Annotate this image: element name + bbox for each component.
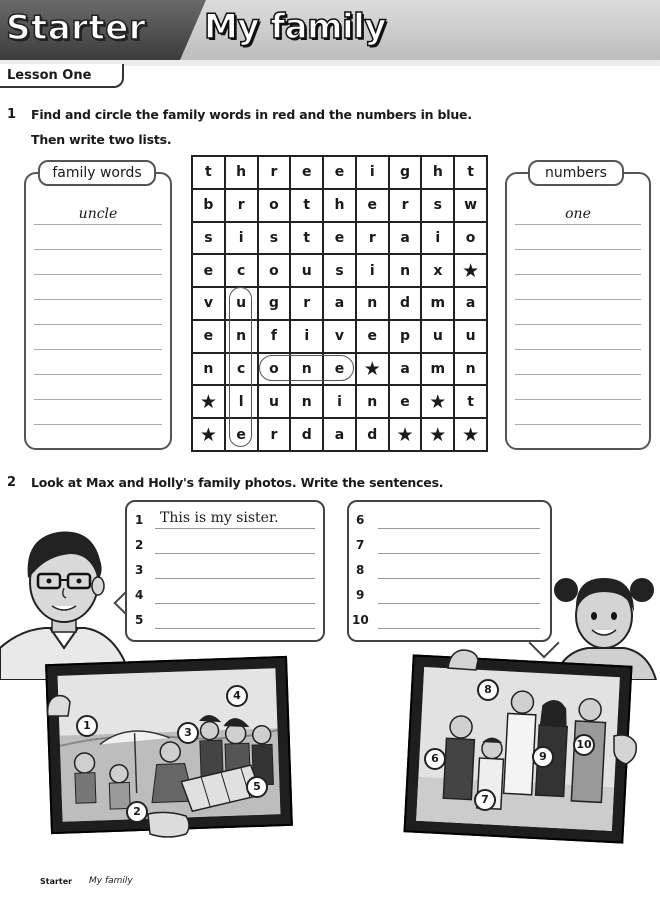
family-words-example: uncle <box>78 206 118 222</box>
grid-letter-cell[interactable]: a <box>454 287 487 320</box>
grid-letter-cell[interactable]: p <box>389 320 422 353</box>
grid-letter-cell[interactable]: n <box>225 320 258 353</box>
grid-letter-cell[interactable]: m <box>421 287 454 320</box>
numbers-example: one <box>565 206 591 222</box>
grid-letter-cell[interactable]: e <box>356 189 389 222</box>
sentence-number: 7 <box>356 538 365 552</box>
sentence-number: 1 <box>135 513 144 527</box>
sentence-line[interactable] <box>155 578 315 579</box>
grid-letter-cell[interactable]: s <box>323 254 356 287</box>
grid-letter-cell[interactable]: i <box>290 320 323 353</box>
grid-star-cell[interactable]: ★ <box>421 418 454 451</box>
grid-star-cell[interactable]: ★ <box>421 385 454 418</box>
grid-letter-cell[interactable]: n <box>454 353 487 386</box>
grid-letter-cell[interactable]: o <box>258 189 291 222</box>
grid-letter-cell[interactable]: e <box>323 156 356 189</box>
grid-letter-cell[interactable]: u <box>225 287 258 320</box>
sentence-number: 3 <box>135 563 144 577</box>
max-right-hand <box>146 810 192 840</box>
sentence-line[interactable] <box>378 628 540 629</box>
exercise-1-number: 1 <box>7 107 17 122</box>
grid-letter-cell[interactable]: i <box>225 222 258 255</box>
grid-letter-cell[interactable]: e <box>192 254 225 287</box>
grid-letter-cell[interactable]: t <box>454 156 487 189</box>
family-words-line[interactable] <box>34 249 162 250</box>
level-title: Starter <box>6 8 147 48</box>
grid-letter-cell[interactable]: g <box>258 287 291 320</box>
sentence-line[interactable] <box>378 528 540 529</box>
sentence-line[interactable] <box>155 553 315 554</box>
grid-star-cell[interactable]: ★ <box>389 418 422 451</box>
grid-letter-cell[interactable]: u <box>258 385 291 418</box>
grid-letter-cell[interactable]: s <box>421 189 454 222</box>
grid-letter-cell[interactable]: o <box>454 222 487 255</box>
grid-letter-cell[interactable]: u <box>290 254 323 287</box>
grid-letter-cell[interactable]: e <box>225 418 258 451</box>
sentence-number: 6 <box>356 513 365 527</box>
grid-letter-cell[interactable]: t <box>290 189 323 222</box>
exercise-2-number: 2 <box>7 475 17 490</box>
grid-letter-cell[interactable]: x <box>421 254 454 287</box>
exercise-1-instruction: Find and circle the family words in red and the numbers in blue. <box>31 107 472 122</box>
sentence-number: 4 <box>135 588 144 602</box>
grid-letter-cell[interactable]: n <box>356 287 389 320</box>
grid-letter-cell[interactable]: e <box>356 320 389 353</box>
photo-marker: 3 <box>177 722 199 744</box>
grid-letter-cell[interactable]: e <box>192 320 225 353</box>
grid-letter-cell[interactable]: u <box>421 320 454 353</box>
grid-star-cell[interactable]: ★ <box>192 418 225 451</box>
grid-letter-cell[interactable]: v <box>323 320 356 353</box>
grid-letter-cell[interactable]: l <box>225 385 258 418</box>
grid-letter-cell[interactable]: h <box>421 156 454 189</box>
photo-marker: 9 <box>532 746 554 768</box>
grid-letter-cell[interactable]: a <box>389 353 422 386</box>
grid-letter-cell[interactable]: n <box>192 353 225 386</box>
holly-right-hand <box>612 732 638 766</box>
photo-marker: 7 <box>474 789 496 811</box>
grid-letter-cell[interactable]: r <box>356 222 389 255</box>
family-words-label: family words <box>38 160 156 186</box>
grid-letter-cell[interactable]: m <box>421 353 454 386</box>
sentence-line[interactable] <box>155 528 315 529</box>
grid-letter-cell[interactable]: n <box>356 385 389 418</box>
grid-letter-cell[interactable]: s <box>192 222 225 255</box>
lesson-label: Lesson One <box>7 68 92 83</box>
grid-letter-cell[interactable]: w <box>454 189 487 222</box>
grid-letter-cell[interactable]: e <box>290 156 323 189</box>
photo-marker: 1 <box>76 715 98 737</box>
grid-letter-cell[interactable]: r <box>258 156 291 189</box>
photo-marker: 10 <box>573 734 595 756</box>
sentence-line[interactable] <box>378 578 540 579</box>
numbers-line[interactable] <box>515 299 641 300</box>
photo-marker: 8 <box>477 679 499 701</box>
max-family-photo <box>45 656 293 834</box>
sentence-line[interactable] <box>155 603 315 604</box>
grid-letter-cell[interactable]: a <box>389 222 422 255</box>
grid-letter-cell[interactable]: e <box>323 353 356 386</box>
photo-marker: 4 <box>226 685 248 707</box>
numbers-line[interactable] <box>515 274 641 275</box>
sentence-line[interactable] <box>155 628 315 629</box>
grid-letter-cell[interactable]: i <box>323 385 356 418</box>
numbers-line[interactable] <box>515 374 641 375</box>
grid-star-cell[interactable]: ★ <box>356 353 389 386</box>
numbers-line[interactable] <box>515 424 641 425</box>
grid-letter-cell[interactable]: e <box>323 222 356 255</box>
photo-marker: 6 <box>424 748 446 770</box>
family-words-line[interactable] <box>34 399 162 400</box>
family-words-line[interactable] <box>34 349 162 350</box>
grid-letter-cell[interactable]: n <box>290 353 323 386</box>
grid-letter-cell[interactable]: d <box>389 287 422 320</box>
grid-letter-cell[interactable]: r <box>258 418 291 451</box>
grid-letter-cell[interactable]: b <box>192 189 225 222</box>
grid-letter-cell[interactable]: t <box>192 156 225 189</box>
sentence-number: 2 <box>135 538 144 552</box>
unit-title: My family <box>204 7 386 47</box>
grid-letter-cell[interactable]: t <box>290 222 323 255</box>
grid-letter-cell[interactable]: a <box>323 287 356 320</box>
grid-letter-cell[interactable]: a <box>323 418 356 451</box>
family-words-line[interactable] <box>34 274 162 275</box>
circle-one-example <box>259 355 354 381</box>
grid-letter-cell[interactable]: h <box>323 189 356 222</box>
photo-marker: 5 <box>246 776 268 798</box>
numbers-line[interactable] <box>515 324 641 325</box>
numbers-label: numbers <box>528 160 624 186</box>
grid-letter-cell[interactable]: o <box>258 353 291 386</box>
grid-letter-cell[interactable]: t <box>454 385 487 418</box>
grid-letter-cell[interactable]: r <box>290 287 323 320</box>
numbers-line[interactable] <box>515 224 641 225</box>
footer-title: My family <box>89 876 133 886</box>
photo-marker: 2 <box>126 801 148 823</box>
grid-star-cell[interactable]: ★ <box>454 254 487 287</box>
sentence-number: 9 <box>356 588 365 602</box>
grid-letter-cell[interactable]: h <box>225 156 258 189</box>
grid-letter-cell[interactable]: v <box>192 287 225 320</box>
sentence-line[interactable] <box>378 553 540 554</box>
exercise-1-instruction-line2: Then write two lists. <box>31 132 172 147</box>
family-words-line[interactable] <box>34 224 162 225</box>
sentence-number: 10 <box>352 613 369 627</box>
sentence-example-answer: This is my sister. <box>160 510 279 526</box>
family-words-line[interactable] <box>34 299 162 300</box>
grid-letter-cell[interactable]: g <box>389 156 422 189</box>
grid-letter-cell[interactable]: n <box>290 385 323 418</box>
grid-letter-cell[interactable]: d <box>290 418 323 451</box>
grid-letter-cell[interactable]: c <box>225 254 258 287</box>
grid-letter-cell[interactable]: r <box>389 189 422 222</box>
numbers-line[interactable] <box>515 399 641 400</box>
max-character-illustration <box>0 520 130 680</box>
sentence-number: 5 <box>135 613 144 627</box>
right-speech-bubble <box>347 500 552 642</box>
grid-letter-cell[interactable]: o <box>258 254 291 287</box>
grid-letter-cell[interactable]: e <box>389 385 422 418</box>
grid-star-cell[interactable]: ★ <box>454 418 487 451</box>
footer-level: Starter <box>40 877 73 886</box>
sentence-line[interactable] <box>378 603 540 604</box>
sentence-number: 8 <box>356 563 365 577</box>
family-words-line[interactable] <box>34 324 162 325</box>
grid-letter-cell[interactable]: n <box>389 254 422 287</box>
grid-letter-cell[interactable]: c <box>225 353 258 386</box>
exercise-2-instruction: Look at Max and Holly's family photos. Write the sentences. <box>31 475 444 490</box>
grid-star-cell[interactable]: ★ <box>192 385 225 418</box>
grid-letter-cell[interactable]: r <box>225 189 258 222</box>
grid-letter-cell[interactable]: f <box>258 320 291 353</box>
grid-letter-cell[interactable]: s <box>258 222 291 255</box>
grid-letter-cell[interactable]: i <box>356 156 389 189</box>
family-words-line[interactable] <box>34 424 162 425</box>
max-left-hand <box>44 690 74 720</box>
holly-left-hand <box>446 648 480 672</box>
circle-uncle-example <box>229 287 252 447</box>
family-words-line[interactable] <box>34 374 162 375</box>
grid-letter-cell[interactable]: i <box>421 222 454 255</box>
numbers-line[interactable] <box>515 249 641 250</box>
grid-letter-cell[interactable]: u <box>454 320 487 353</box>
grid-letter-cell[interactable]: i <box>356 254 389 287</box>
grid-letter-cell[interactable]: d <box>356 418 389 451</box>
numbers-line[interactable] <box>515 349 641 350</box>
